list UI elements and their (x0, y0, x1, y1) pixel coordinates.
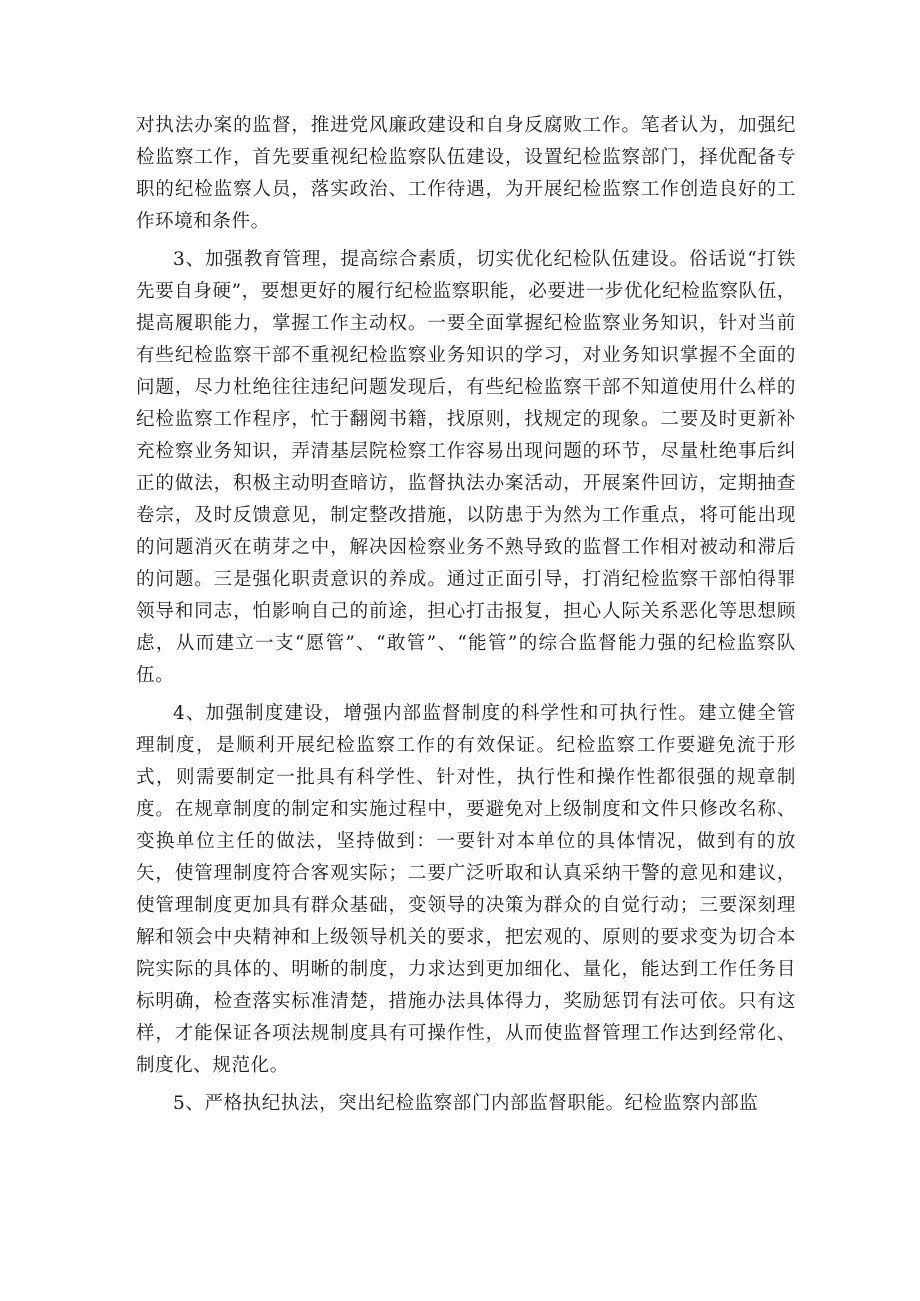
paragraph-section-3: 3、加强教育管理，提高综合素质，切实优化纪检队伍建设。俗话说“打铁先要自身硬”，要想更好的履行纪检监察职能，必要进一步优化纪检监察队伍，提高履职能力，掌握工作主动权。一要全面掌握纪检监察业务知识，针对当前有些纪检监察干部不重视纪检监察业务知识的学习，对业务知识掌握不全面的问题，尽力杜绝往往违纪问题发现后，有些纪检监察干部不知道使用什么样的纪检监察工作程序，忙于翻阅书籍，找原则，找规定的现象。二要及时更新补充检察业务知识，弄清基层院检察工作容易出现问题的环节，尽量杜绝事后纠正的做法，积极主动明查暗访，监督执法办案活动，开展案件回访，定期抽查卷宗，及时反馈意见，制定整改措施，以防患于为然为工作重点，将可能出现的问题消灭在萌芽之中，解决因检察业务不熟导致的监督工作相对被动和滞后的问题。三是强化职责意识的养成。通过正面引导，打消纪检监察干部怕得罪领导和同志，怕影响自己的前途，担心打击报复，担心人际关系恶化等思想顾虑，从而建立一支“愿管”、“敢管”、“能管”的综合监督能力强的纪检监察队伍。 (136, 249, 796, 686)
paragraph-section-4: 4、加强制度建设，增强内部监督制度的科学性和可执行性。建立健全管理制度，是顺利开展纪检监察工作的有效保证。纪检监察工作要避免流于形式，则需要制定一批具有科学性、针对性，执行性和操作性都很强的规章制度。在规章制度的制定和实施过程中，要避免对上级制度和文件只修改名称、变换单位主任的做法，坚持做到：一要针对本单位的具体情况，做到有的放矢，使管理制度符合客观实际；二要广泛听取和认真采纳干警的意见和建议，使管理制度更加具有群众基础，变领导的决策为群众的自觉行动；三要深刻理解和领会中央精神和上级领导机关的要求，把宏观的、原则的要求变为切合本院实际的具体的、明晰的制度，力求达到更加细化、量化，能达到工作任务目标明确，检查落实标准清楚，措施办法具体得力，奖励惩罚有法可依。只有这样，才能保证各项法规制度具有可操作性，从而使监督管理工作达到经常化、制度化、规范化。 (136, 703, 796, 1076)
paragraph-continuation: 对执法办案的监督，推进党风廉政建设和自身反腐败工作。笔者认为，加强纪检监察工作，首先要重视纪检监察队伍建设，设置纪检监察部门，择优配备专职的纪检监察人员，落实政治、工作待遇，为开展纪检监察工作创造良好的工作环境和条件。 (136, 115, 796, 232)
document-body (136, 110, 796, 1120)
paragraph-section-5: 5、严格执纪执法，突出纪检监察部门内部监督职能。纪检监察内部监 (173, 1093, 759, 1114)
